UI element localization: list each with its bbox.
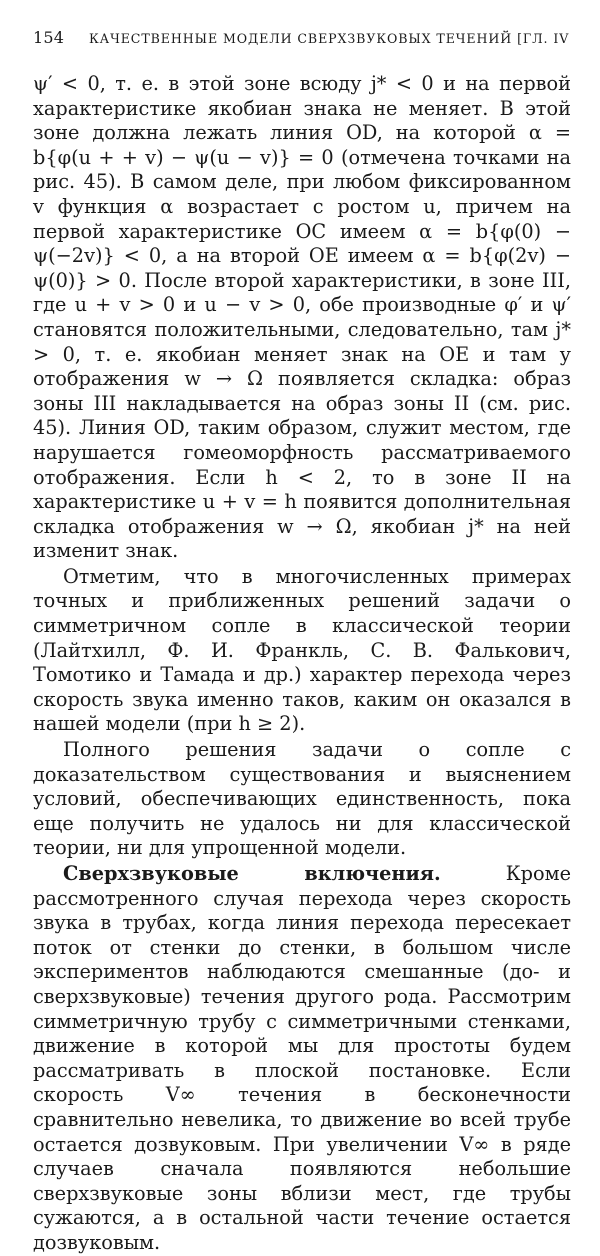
- paragraph-1: ψ′ < 0, т. е. в этой зоне всюду j* < 0 и на первой характеристике якобиан знака не меняет. В этой зоне должна лежать линия OD, на которой α = b{φ(u + + v) − ψ(u − v)} = 0 (отмечена точками на рис. 45). В самом деле, при любом фиксированном v функция α возрастает с ростом u, причем на первой характеристике OC имеем α = b{φ(0) − ψ(−2v)} < 0, а на второй OE имеем α = b{φ(2v) − ψ(0)} > 0. После второй характеристики, в зоне III, где u + v > 0 и u − v > 0, обе производные φ′ и ψ′ становятся положительными, следовательно, там j* > 0, т. е. якобиан меняет знак на OE и там у отображения w → Ω появляется складка: образ зоны III накладывается на образ зоны II (см. рис. 45). Линия OD, таким образом, служит местом, где нарушается гомеоморфность рассматриваемого отображения. Если h < 2, то в зоне II на характеристике u + v = h появится дополнительная складка отображения w → Ω, якобиан j* на ней изменит знак.: [33, 72, 571, 563]
- paragraph-4-text: Кроме рассмотренного случая перехода через скорость звука в трубах, когда линия перехода пересекает поток от стенки до стенки, в большом числе экспериментов наблюдаются смешанные (до- и сверхзвуковые) течения другого рода. Рассмотрим симметричную трубу с симметричными стенками, движение в которой мы для простоты будем рассматривать в плоской постановке. Если скорость V∞ течения в бесконечности сравнительно невелика, то движение во всей трубе остается дозвуковым. При увеличении V∞ в ряде случаев сначала появляются небольшие сверхзвуковые зоны вблизи мест, где трубы сужаются, а в остальной части течение остается дозвуковым.: [33, 862, 571, 1254]
- paragraph-4: [33, 862, 571, 1256]
- paragraph-3: Полного решения задачи о сопле с доказательством существования и выяснением условий, обеспечивающих единственность, пока еще получить не удалось ни для классической теории, ни для упрощенной модели.: [33, 738, 571, 860]
- section-heading: Сверхзвуковые включения.: [63, 862, 441, 885]
- running-title: КАЧЕСТВЕННЫЕ МОДЕЛИ СВЕРХЗВУКОВЫХ ТЕЧЕНИЙ [ГЛ. IV: [89, 31, 570, 46]
- body-text: [33, 72, 571, 1256]
- page-number: 154: [33, 28, 65, 47]
- paragraph-2: Отметим, что в многочисленных примерах точных и приближенных решений задачи о симметричном сопле в классической теории (Лайтхилл, Ф. И. Франкль, С. В. Фалькович, Томотико и Тамада и др.) характер перехода через скорость звука именно таков, каким он оказался в нашей модели (при h ≥ 2).: [33, 564, 571, 736]
- book-page: [33, 28, 571, 1256]
- page-header: [33, 28, 571, 72]
